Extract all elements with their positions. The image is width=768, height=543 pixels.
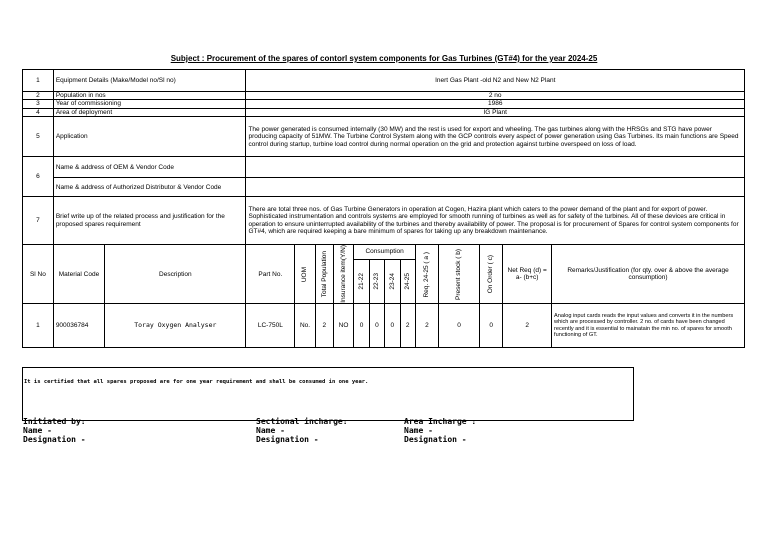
item-year-2: 0 xyxy=(369,304,384,348)
item-net: 2 xyxy=(503,304,552,348)
item-uom: No. xyxy=(295,304,316,348)
row-no: 1 xyxy=(23,70,54,92)
header-insurance: Insurance item(Y/N) xyxy=(339,245,347,304)
row-area xyxy=(23,108,745,116)
item-material: 900036784 xyxy=(53,304,104,348)
item-year-3: 0 xyxy=(385,304,400,348)
row-no: 7 xyxy=(23,197,54,245)
header-material: Material Code xyxy=(53,245,104,304)
row-application xyxy=(23,117,745,157)
row-value xyxy=(246,157,745,178)
item-part: LC-750L xyxy=(246,304,295,348)
initiated-title: Initiated by: xyxy=(23,417,86,426)
row-label: Application xyxy=(53,117,246,157)
header-net: Net Req (d) = a- (b+c) xyxy=(503,245,552,304)
spares-table xyxy=(22,69,745,348)
header-order: On Order ( c) xyxy=(487,255,495,294)
item-year-1: 0 xyxy=(354,304,369,348)
header-year-3: 23-24 xyxy=(388,273,396,290)
row-label: Name & address of OEM & Vendor Code xyxy=(53,157,246,178)
initiated-designation: Designation - xyxy=(23,435,86,445)
certification-text: It is certified that all spares proposed are for one year requirement and shall be consumed in one year. xyxy=(24,379,369,385)
header-req: Req. 24-25 ( a ) xyxy=(423,251,431,298)
item-population: 2 xyxy=(315,304,333,348)
header-year-4: 24-25 xyxy=(404,273,411,290)
item-order: 0 xyxy=(480,304,503,348)
initiated-name: Name - xyxy=(23,426,52,436)
row-value: Inert Gas Plant -old N2 and New N2 Plant xyxy=(246,70,745,92)
sectional-title: Sectional incharge: xyxy=(256,417,348,426)
header-part: Part No. xyxy=(246,245,295,304)
row-no: 3 xyxy=(23,100,54,108)
table-row xyxy=(23,304,745,348)
row-label: Year of commissioning xyxy=(53,100,246,108)
row-equipment xyxy=(23,70,745,92)
header-consumption: Consumption xyxy=(354,245,416,259)
row-no: 6 xyxy=(23,157,54,197)
header-year-2: 22-23 xyxy=(373,273,381,290)
item-slno: 1 xyxy=(23,304,54,348)
item-year-4: 2 xyxy=(400,304,415,348)
header-year-1: 21-22 xyxy=(357,273,365,290)
item-req: 2 xyxy=(415,304,438,348)
area-title: Area Incharge : xyxy=(404,417,477,426)
row-value: IG Plant xyxy=(246,108,745,116)
row-label: Area of deployment xyxy=(53,108,246,116)
item-stock: 0 xyxy=(439,304,480,348)
row-oem xyxy=(23,157,745,178)
row-value: 1986 xyxy=(246,100,745,108)
row-distributor xyxy=(23,178,745,197)
header-row-top xyxy=(23,245,745,259)
item-remarks: Analog input cards reads the input values and converts it in the numbers which are processed by controller. 2 no. of cards have been changed recently and it is essential to mainatain the min no. of spares for smooth functioning of GT. xyxy=(552,304,745,348)
row-year xyxy=(23,100,745,108)
header-uom: UOM xyxy=(301,266,309,282)
row-value: The power generated is consumed internally (30 MW) and the rest is used for export and wheeling. The gas turbines along with the HRSGs and STG have power producing capacity of 51MW. The Turbine Control System along with the GCP controls every aspect of power generation using Gas Turbines. Its main functions are Speed control during startup, turbine load control during normal operation on the grid and protection against turbine overspeed on loss of load. xyxy=(246,117,745,157)
sectional-name: Name - xyxy=(256,426,285,436)
subject-title: Subject : Procurement of the spares of contorl system components for Gas Turbines (GT#4) for the year 2024-25 xyxy=(170,54,598,63)
row-no: 4 xyxy=(23,108,54,116)
initiated-by-block xyxy=(23,417,86,445)
area-incharge-block xyxy=(404,417,476,445)
sectional-incharge-block xyxy=(256,417,348,445)
area-designation: Designation - xyxy=(404,435,467,445)
row-label: Brief write up of the related process and justification for the proposed spares requirement xyxy=(53,197,246,245)
header-remarks: Remarks/Justification (for qty. over & above the average consumption) xyxy=(552,245,745,304)
header-slno: Sl No xyxy=(23,245,54,304)
header-stock: Present stock ( b) xyxy=(455,248,463,300)
row-value: There are total three nos. of Gas Turbine Generators in operation at Cogen, Hazira plant which caters to the power demand of the plant and for export of power. Sophisticated instrumentation and controls systems are employed for smooth running of turbines as well as for safety of the turbines. All of these devices are critical in operation to ensure uninterrupted availability of the turbines and thereby availability of power. The proposal is for procurement of Spares for control system components for GT#4, which are required keeping a bare minimum of spares for taking up any breakdown maintenance. xyxy=(246,197,745,245)
row-label: Name & address of Authorized Distributor & Vendor Code xyxy=(53,178,246,197)
row-value: 2 no xyxy=(246,92,745,100)
row-no: 2 xyxy=(23,92,54,100)
certification-box xyxy=(22,367,634,421)
header-description: Description xyxy=(105,245,246,304)
sectional-designation: Designation - xyxy=(256,435,319,445)
row-value xyxy=(246,178,745,197)
row-writeup xyxy=(23,197,745,245)
row-no: 5 xyxy=(23,117,54,157)
header-population: Total Population xyxy=(320,251,328,298)
row-population xyxy=(23,92,745,100)
row-label: Equipment Details (Make/Model no/Sl no) xyxy=(53,70,246,92)
area-name: Name - xyxy=(404,426,433,436)
item-insurance: NO xyxy=(333,304,354,348)
row-label: Population in nos xyxy=(53,92,246,100)
item-description: Toray Oxygen Analyser xyxy=(105,304,246,348)
